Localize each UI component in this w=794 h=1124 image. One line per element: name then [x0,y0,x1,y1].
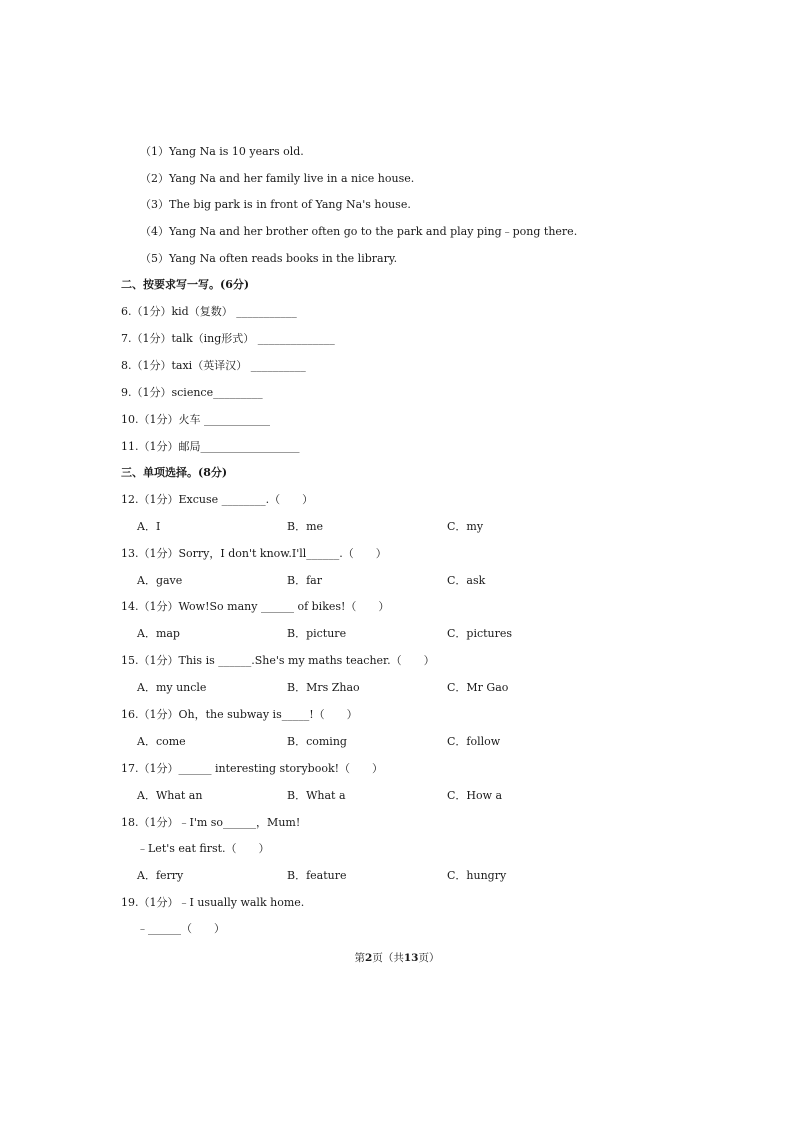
question-18-line-2: ﹣Let's eat first.（ ） [137,842,270,855]
question-9: 9.（1分）science_________ [121,386,263,399]
statement-5: （5）Yang Na often reads books in the library. [140,252,398,265]
question-15: 15.（1分）This is ______.She's my maths teacher.（ ） [121,654,435,667]
footer-total-pages: 13 [403,952,419,964]
question-15-option-a: A．my uncle [137,681,207,694]
question-18-option-c: C．hungry [447,869,507,882]
question-13-option-c: C．ask [447,574,486,587]
question-12-option-c: C．my [447,520,484,533]
question-13-option-a: A．gave [137,574,183,587]
question-14-option-a: A．map [137,627,180,640]
question-18-option-a: A．ferry [137,869,184,882]
question-14-option-c: C．pictures [447,627,513,640]
question-6: 6.（1分）kid（复数） ___________ [121,305,297,318]
statement-3: （3）The big park is in front of Yang Na's house. [140,198,411,211]
question-17-option-b: B．What a [287,789,346,802]
question-7: 7.（1分）talk（ing形式） ______________ [121,332,335,345]
question-16-option-a: A．come [137,735,186,748]
question-18: 18.（1分）﹣I'm so______，Mum! [121,816,301,829]
question-13: 13.（1分）Sorry，I don't know.I'll______.（ ） [121,547,387,560]
question-12-option-b: B．me [287,520,324,533]
question-12-option-a: A．I [137,520,161,533]
statement-2: （2）Yang Na and her family live in a nice house. [140,172,415,185]
question-15-option-b: B．Mrs Zhao [287,681,360,694]
question-16: 16.（1分）Oh，the subway is_____!（ ） [121,708,358,721]
question-17: 17.（1分）______ interesting storybook!（ ） [121,762,384,775]
question-16-option-c: C．follow [447,735,501,748]
question-17-option-a: A．What an [137,789,203,802]
section-3-heading: 三、单项选择。(8分) [121,466,228,479]
question-17-option-c: C．How a [447,789,503,802]
question-19-line-2: ﹣______（ ） [137,922,225,935]
footer-suffix: 页） [418,952,440,964]
footer-mid: 页（共 [372,952,404,964]
footer-page-number: 2 [365,952,373,964]
statement-1: （1）Yang Na is 10 years old. [140,145,304,158]
page-footer [0,951,794,965]
question-18-option-b: B．feature [287,869,347,882]
question-16-option-b: B．coming [287,735,347,748]
footer-prefix: 第 [354,952,366,964]
question-10: 10.（1分）火车 ____________ [121,413,270,426]
statement-4: （4）Yang Na and her brother often go to the park and play ping﹣pong there. [140,225,578,238]
question-11: 11.（1分）邮局__________________ [121,440,300,453]
question-13-option-b: B．far [287,574,322,587]
question-12: 12.（1分）Excuse ________.（ ） [121,493,314,506]
question-14-option-b: B．picture [287,627,347,640]
question-14: 14.（1分）Wow!So many ______ of bikes!（ ） [121,600,390,613]
question-19: 19.（1分）﹣I usually walk home. [121,896,305,909]
section-2-heading: 二、按要求写一写。(6分) [121,278,250,291]
question-8: 8.（1分）taxi（英译汉） __________ [121,359,306,372]
question-15-option-c: C．Mr Gao [447,681,509,694]
